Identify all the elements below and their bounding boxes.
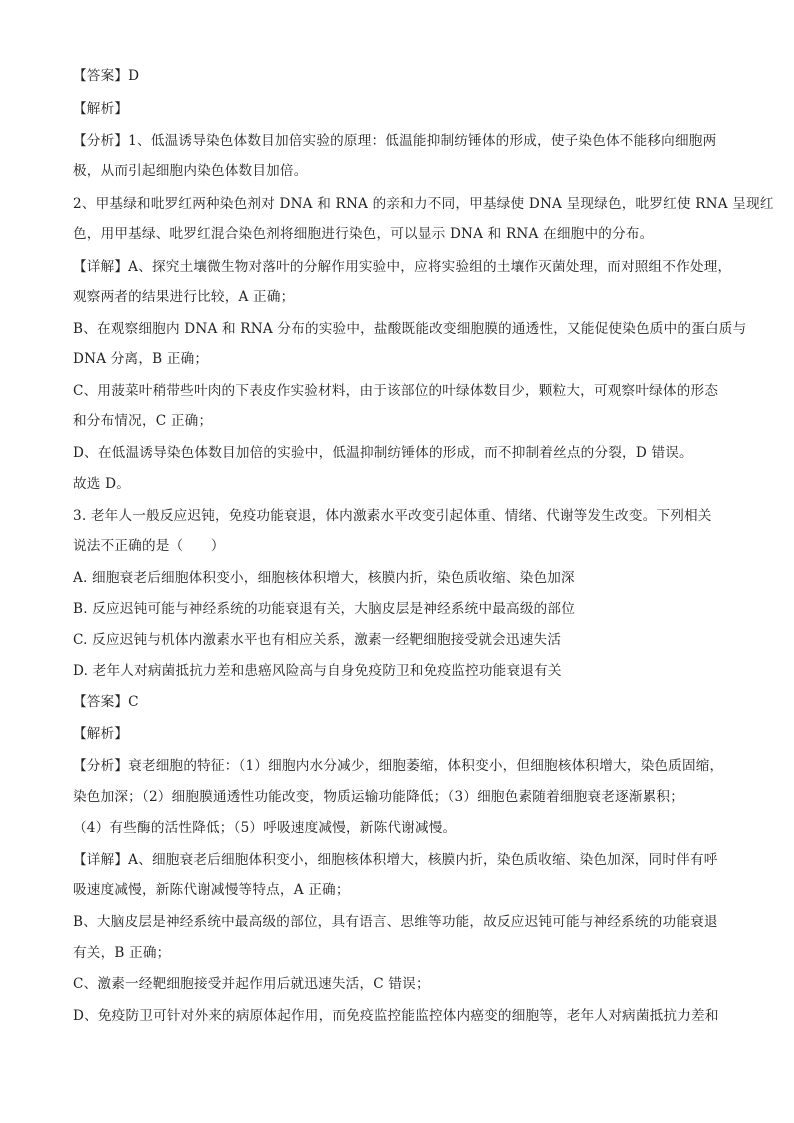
text-line: 【分析】衰老细胞的特征：（1）细胞内水分减少，细胞萎缩，体积变小，但细胞核体积增大，染色质固缩， xyxy=(73,758,724,774)
text-line: DNA 分离，B 正确； xyxy=(73,351,209,367)
text-line: 【分析】1、低温诱导染色体数目加倍实验的原理：低温能抑制纺锤体的形成，使子染色体不能移向细胞两 xyxy=(73,133,717,149)
text-line: 2、甲基绿和吡罗红两种染色剂对 DNA 和 RNA 的亲和力不同，甲基绿使 DNA 呈现绿色，吡罗红使 RNA 呈现红 xyxy=(73,196,774,212)
text-line: （4）有些酶的活性降低；（5）呼吸速度减慢，新陈代谢减慢。 xyxy=(73,820,457,836)
option-d: D. 老年人对病菌抵抗力差和患癌风险高与自身免疫防卫和免疫监控功能衰退有关 xyxy=(73,663,562,679)
answer-label-1: 【答案】D xyxy=(73,68,140,84)
text-line: 有关，B 正确； xyxy=(73,945,171,961)
answer-label-2: 【答案】C xyxy=(73,694,139,710)
text-line: 吸速度减慢，新陈代谢减慢等特点，A 正确； xyxy=(73,882,350,898)
text-line: 【详解】A、细胞衰老后细胞体积变小，细胞核体积增大，核膜内折，染色质收缩、染色加深，同时伴有呼 xyxy=(73,852,718,868)
text-line: C、用菠菜叶稍带些叶肉的下表皮作实验材料，由于该部位的叶绿体数目少，颗粒大，可观察叶绿体的形态 xyxy=(73,383,719,399)
text-line: 故选 D。 xyxy=(73,476,131,492)
question-3-stem: 3. 老年人一般反应迟钝，免疫功能衰退，体内激素水平改变引起体重、情绪、代谢等发生改变。下列相关 xyxy=(73,508,712,524)
text-line: 【详解】A、探究土壤微生物对落叶的分解作用实验中，应将实验组的土壤作灭菌处理，而对照组不作处理， xyxy=(73,259,732,275)
text-line: 观察两者的结果进行比较，A 正确； xyxy=(73,289,295,305)
option-b: B. 反应迟钝可能与神经系统的功能衰退有关，大脑皮层是神经系统中最高级的部位 xyxy=(73,601,576,617)
text-line: D、在低温诱导染色体数目加倍的实验中，低温抑制纺锤体的形成，而不抑制着丝点的分裂，D 错误。 xyxy=(73,445,693,461)
text-line: B、大脑皮层是神经系统中最高级的部位，具有语言、思维等功能，故反应迟钝可能与神经系统的功能衰退 xyxy=(73,914,718,930)
text-line: C、激素一经靶细胞接受并起作用后就迅速失活，C 错误； xyxy=(73,976,430,992)
option-c: C. 反应迟钝与机体内激素水平也有相应关系，激素一经靶细胞接受就会迅速失活 xyxy=(73,632,562,648)
analysis-label-1: 【解析】 xyxy=(73,101,129,117)
text-line: B、在观察细胞内 DNA 和 RNA 分布的实验中，盐酸既能改变细胞膜的通透性，又能促使染色质中的蛋白质与 xyxy=(73,321,747,337)
text-line: 染色加深；（2）细胞膜通透性功能改变，物质运输功能降低；（3）细胞色素随着细胞衰老逐渐累积； xyxy=(73,789,685,805)
option-a: A. 细胞衰老后细胞体积变小，细胞核体积增大，核膜内折，染色质收缩、染色加深 xyxy=(73,570,575,586)
text-line: 色，用甲基绿、吡罗红混合染色剂将细胞进行染色，可以显示 DNA 和 RNA 在细胞中的分布。 xyxy=(73,226,654,242)
text-line: 极，从而引起细胞内染色体数目加倍。 xyxy=(73,163,308,179)
question-3-stem: 说法不正确的是（ ） xyxy=(73,538,225,554)
text-line: 和分布情况，C 正确； xyxy=(73,413,213,429)
text-line: D、免疫防卫可针对外来的病原体起作用，而免疫监控能监控体内癌变的细胞等，老年人对病菌抵抗力差和 xyxy=(73,1008,719,1024)
analysis-label-2: 【解析】 xyxy=(73,726,129,742)
